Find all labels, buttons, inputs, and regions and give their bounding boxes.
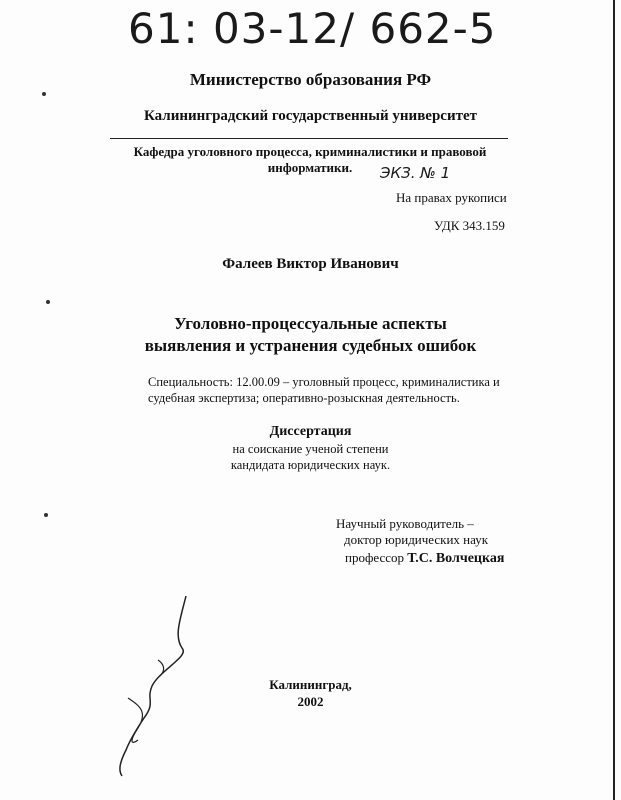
dissertation-heading: Диссертация <box>269 424 352 439</box>
footer-city: Калининград, <box>269 677 352 692</box>
ministry-heading: Министерство образования РФ <box>189 70 432 89</box>
udk-code: УДК 343.159 <box>434 218 505 233</box>
supervisor-line-2: доктор юридических наук <box>344 532 489 547</box>
scan-dot <box>46 300 50 304</box>
supervisor-line-3 <box>345 550 504 567</box>
dissertation-line-2: кандидата юридических наук. <box>230 458 391 472</box>
specialty-line-2: судебная экспертиза; оперативно-розыскная деятельность. <box>148 391 460 405</box>
footer-year: 2002 <box>297 694 324 709</box>
university-heading: Калининградский государственный университет <box>143 108 477 124</box>
header-divider <box>110 138 508 139</box>
supervisor-title: профессор <box>345 550 405 565</box>
department-line-1: Кафедра уголовного процесса, криминалистики и правовой <box>133 144 487 159</box>
scan-dot <box>44 513 48 517</box>
title-line-2: выявления и устранения судебных ошибок <box>144 336 477 355</box>
scan-dot <box>42 92 46 96</box>
author-name: Фалеев Виктор Иванович <box>222 256 399 272</box>
title-line-1: Уголовно-процессуальные аспекты <box>174 314 447 333</box>
supervisor-line-1: Научный руководитель – <box>336 516 474 531</box>
dissertation-line-1: на соискание ученой степени <box>232 442 389 456</box>
specialty-line-1: Специальность: 12.00.09 – уголовный процесс, криминалистика и <box>148 375 500 389</box>
rights-note: На правах рукописи <box>396 190 507 205</box>
department-line-2: информатики. <box>267 160 353 175</box>
handwritten-shelf-mark: 61: 03-12/ 662-5 <box>128 4 497 53</box>
supervisor-name: Т.С. Волчецкая <box>407 551 505 566</box>
handwritten-copy-note: ЭКЗ. № 1 <box>380 164 451 182</box>
